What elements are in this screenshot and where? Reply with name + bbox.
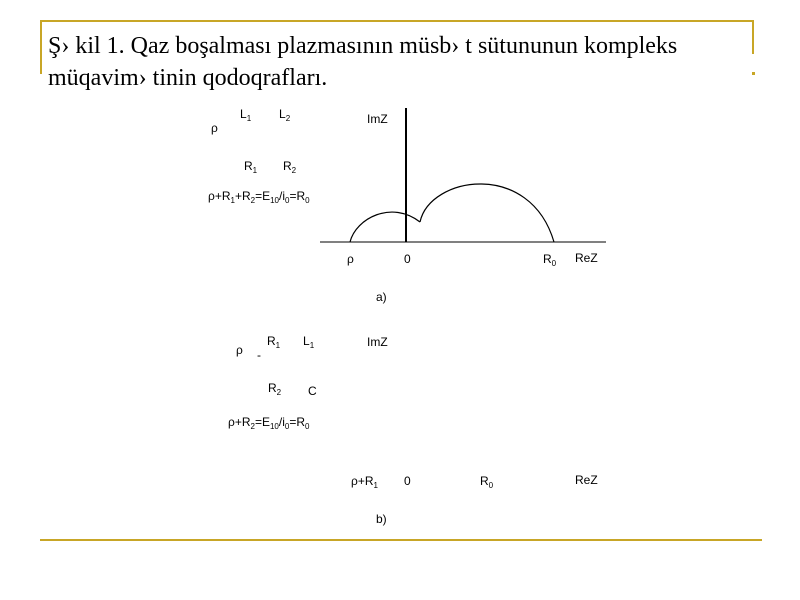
- diagram-a-x-R0: $R_0$: [543, 252, 557, 268]
- diagram-a-rho-label: ρ: [211, 121, 218, 135]
- diagram-b-rho-label: ρ: [236, 343, 243, 357]
- diagram-b-x-rho-R1: $\rho+R_1$: [351, 474, 378, 490]
- diagram-a-rez-label: ReZ: [575, 251, 598, 265]
- diagram-b-caption: b): [376, 512, 387, 526]
- diagram-a-R2-label: $R_2$: [283, 159, 297, 175]
- diagram-a-imz-label: ImZ: [367, 112, 388, 126]
- title-line-1: Ş› kil 1. Qaz boşalması plazmasının müsb› t sütununun kompleks: [48, 33, 678, 59]
- diagram-b-x-R0: $R_0$: [480, 474, 494, 490]
- diagram-a-equation: $\rho+R_1+R_2=E_{10}/i_0=R_0$: [208, 189, 310, 205]
- diagram-b-x-zero: 0: [404, 474, 411, 488]
- diagram-b-L1-label: $L_1$: [303, 334, 315, 350]
- diagram-b-C-label: C: [308, 384, 317, 398]
- diagram-a-R1-label: $R_1$: [244, 159, 258, 175]
- diagram-a-x-zero: 0: [404, 252, 411, 266]
- diagram-a-caption: a): [376, 290, 387, 304]
- diagram-b-rez-label: ReZ: [575, 473, 598, 487]
- diagram-b-R2-label: $R_2$: [268, 381, 282, 397]
- diagram-b-equation: $\rho+R_2=E_{10}/i_0=R_0$: [228, 415, 310, 431]
- diagram-a-small-arc: [350, 212, 420, 242]
- diagram-a-large-arc: [420, 184, 554, 242]
- diagram-b-R1-label: $R_1$: [267, 334, 281, 350]
- diagram-a-x-rho: ρ: [347, 252, 354, 266]
- diagram-b-imz-label: ImZ: [367, 335, 388, 349]
- diagram-a-L1-label: $L_1$: [240, 107, 252, 123]
- diagram-a-L2-label: $L_2$: [279, 107, 291, 123]
- title-line-2: müqavim› tinin qodoqrafları.: [48, 65, 328, 91]
- diagram-b-dash: -: [257, 348, 261, 362]
